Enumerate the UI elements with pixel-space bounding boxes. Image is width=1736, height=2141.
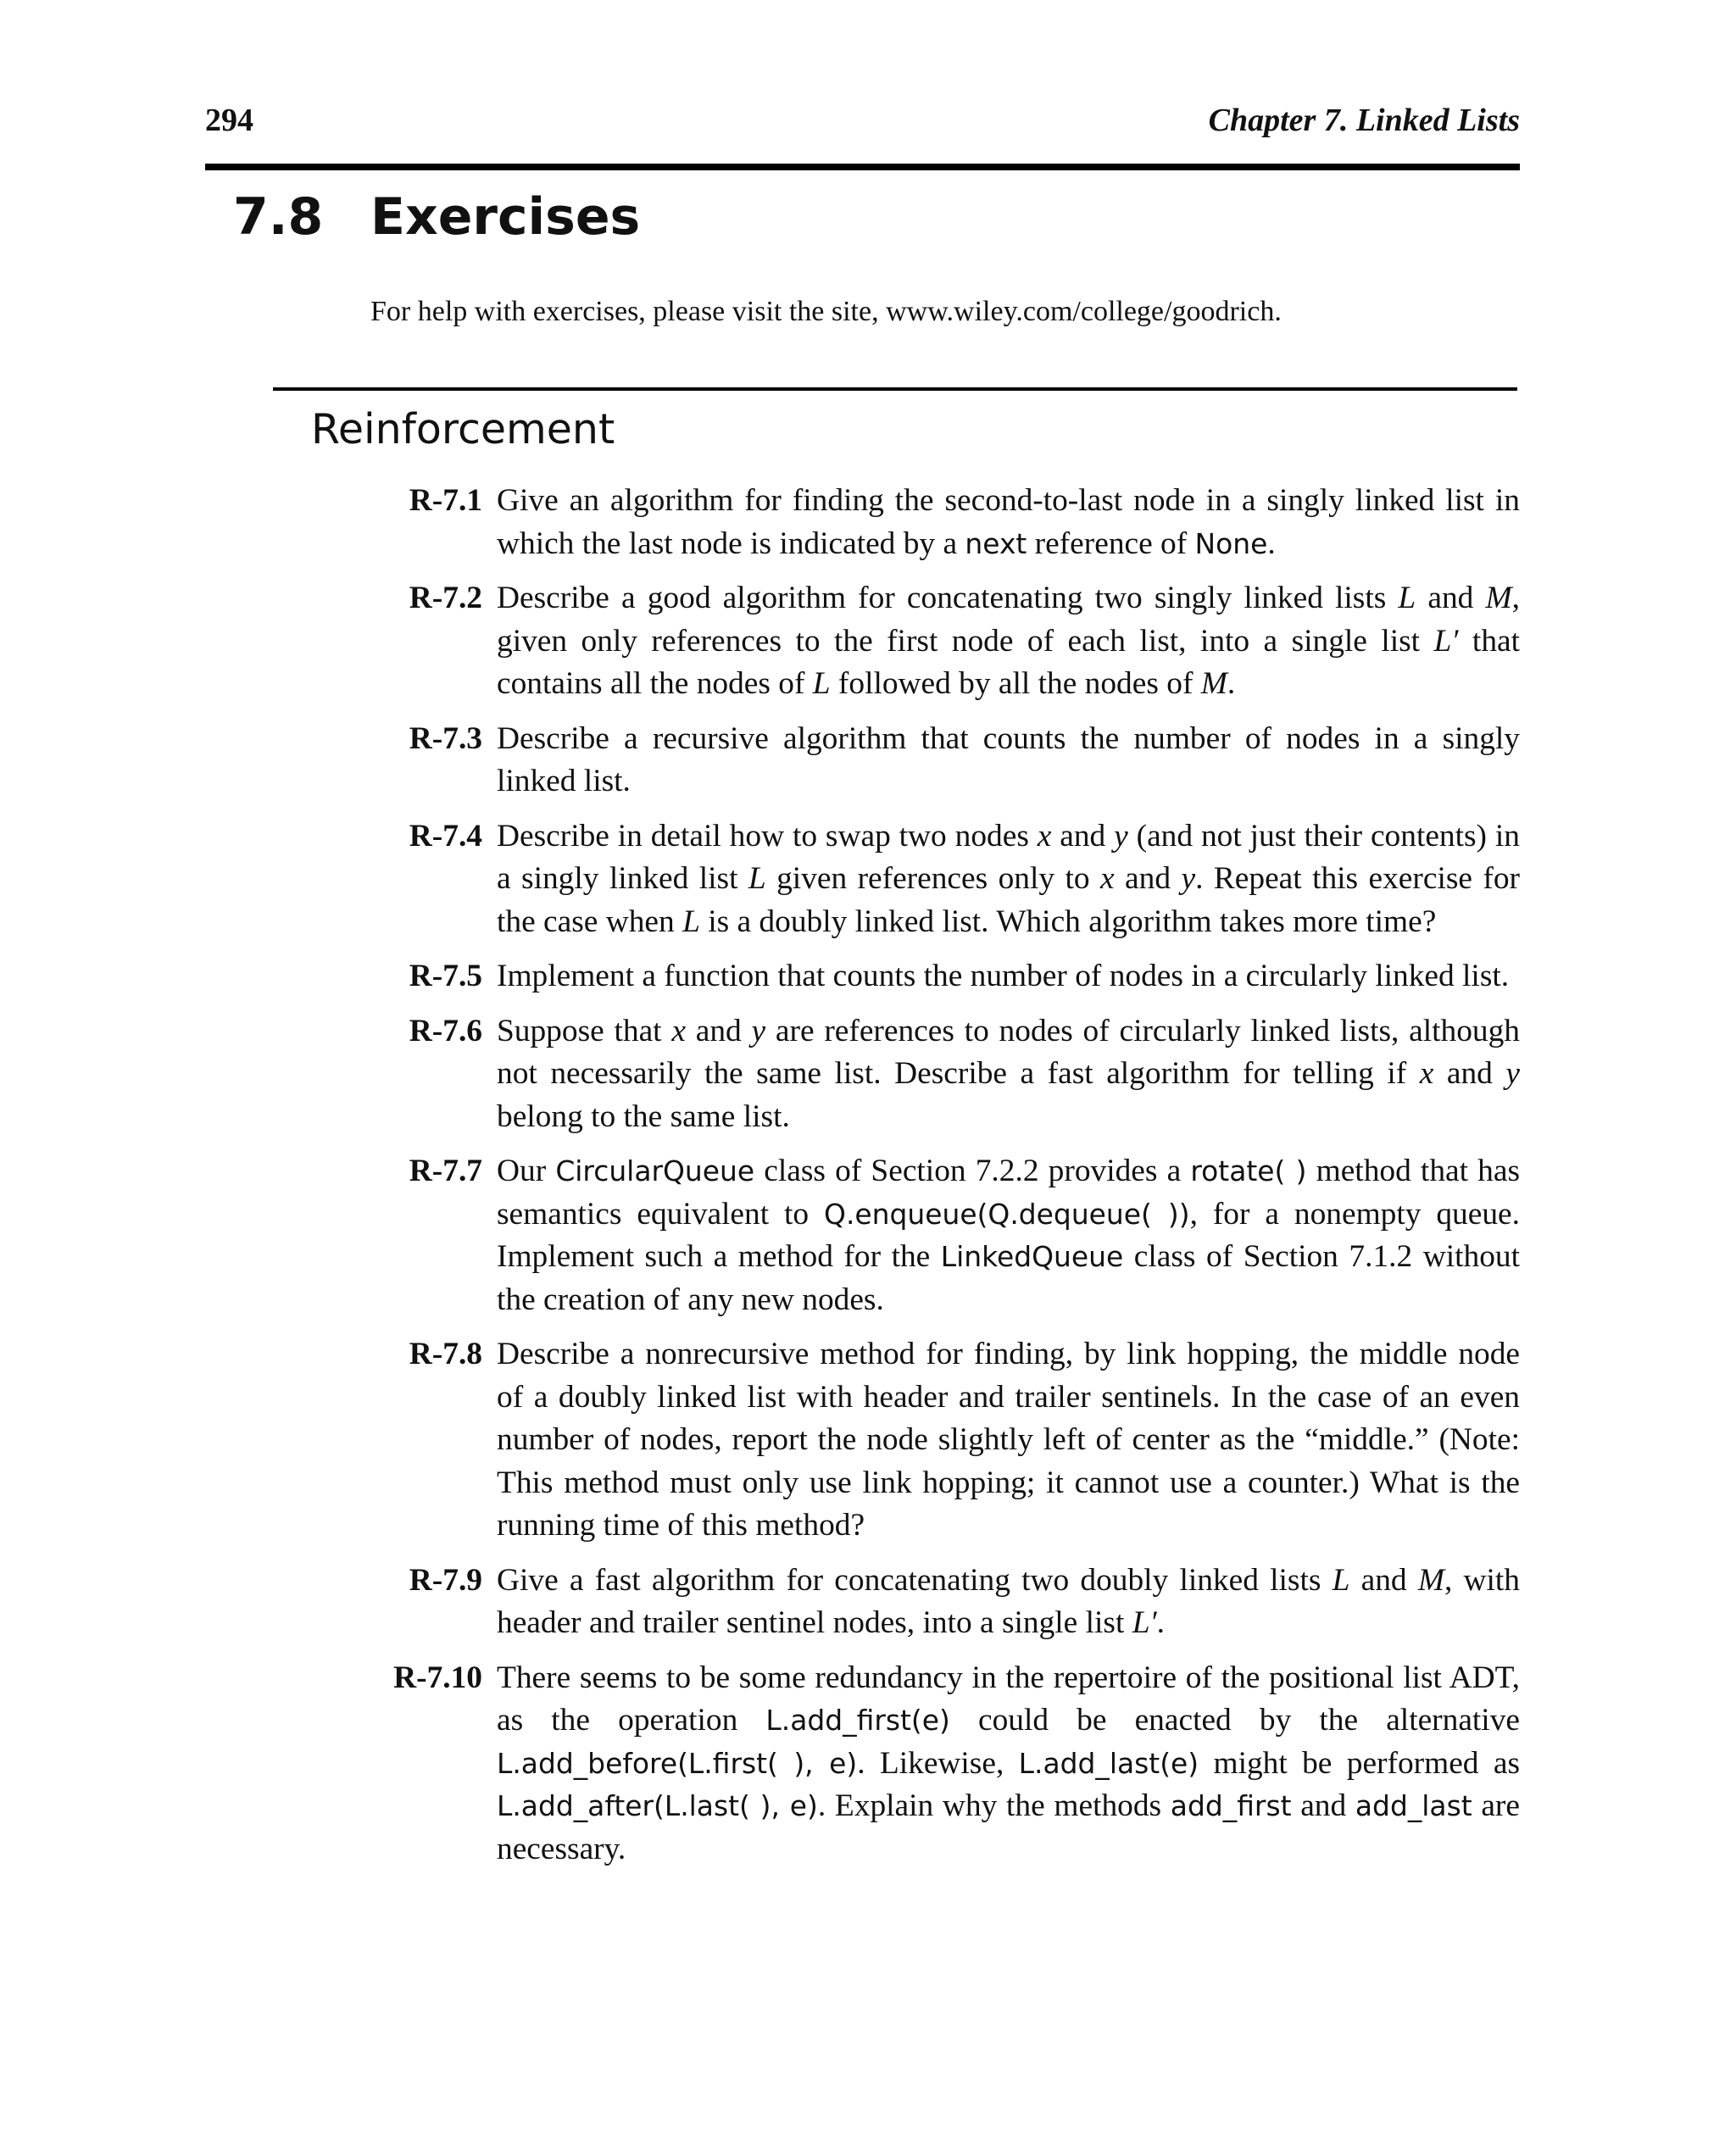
subsection-rule [273, 387, 1517, 391]
exercise-text [497, 955, 1520, 998]
text-run: (and not just their contents) in a singly linked list [497, 818, 1520, 896]
math-symbol: x [1419, 1056, 1434, 1091]
text-run: Describe a nonrecursive method for finding, by link hopping, the middle node of a doubly linked list with header and trailer sentinels. In the case of an even number of nodes, report the node slightly left of center as the “middle.” (Note: This method must only use link hopping; it cannot use a counter.) What is the running time of this method? [497, 1337, 1520, 1543]
text-run: Describe a good algorithm for concatenating two singly linked lists [497, 581, 1399, 615]
exercise-text [497, 480, 1520, 565]
text-run: reference of [1027, 526, 1195, 561]
code-run: CircularQueue [555, 1154, 755, 1187]
text-run: Suppose that [497, 1013, 672, 1048]
text-run: Give an algorithm for finding the second-to-last node in a singly linked list in which the last node is indicated by a [497, 483, 1520, 561]
exercise-item [373, 955, 1520, 998]
math-symbol: y [1114, 818, 1128, 854]
math-symbol: y [1181, 861, 1196, 896]
math-symbol: x [1037, 818, 1052, 854]
text-run: and [1349, 1562, 1418, 1598]
section-number: 7.8 [233, 187, 324, 247]
text-run: and [1051, 818, 1115, 854]
text-run: . Explain why the methods [817, 1788, 1171, 1823]
exercise-label: R-7.5 [409, 959, 482, 993]
exercise-label: R-7.2 [409, 581, 482, 615]
code-run: L.add_before(L.first( ), e) [497, 1746, 858, 1780]
exercise-item [373, 815, 1520, 944]
math-symbol: L [682, 904, 700, 939]
text-run: . [1227, 666, 1236, 701]
subsection-title: Reinforcement [311, 405, 615, 453]
exercise-item [373, 577, 1520, 706]
text-run: Give a fast algorithm for concatenating two doubly linked lists [497, 1562, 1333, 1598]
help-text: For help with exercises, please visit the site, www.wiley.com/college/goodrich. [370, 296, 1282, 327]
exercise-item [373, 1150, 1520, 1321]
text-run: that contains all the nodes of [497, 623, 1520, 701]
text-run: Our [497, 1154, 556, 1188]
text-run: given references only to [765, 861, 1100, 896]
text-run: followed by all the nodes of [830, 666, 1201, 701]
section-title: Exercises [370, 187, 641, 247]
text-run: method that has semantics equivalent to [497, 1154, 1521, 1232]
text-run: . [1267, 526, 1276, 561]
page-number: 294 [205, 103, 253, 138]
header-rule [205, 164, 1520, 170]
exercise-item [373, 1560, 1520, 1645]
exercise-label: R-7.4 [409, 818, 482, 854]
text-run: Implement a function that counts the number of nodes in a circularly linked list. [497, 959, 1510, 993]
exercise-label: R-7.1 [409, 483, 482, 518]
code-run: next [965, 526, 1027, 560]
text-run: class of Section 7.1.2 without the creation of any new nodes. [497, 1239, 1520, 1317]
math-symbol: L′ [1132, 1605, 1157, 1640]
code-run: L.add_last(e) [1018, 1746, 1199, 1780]
text-run: and [1433, 1056, 1506, 1091]
exercise-item [373, 718, 1520, 804]
exercise-label: R-7.3 [409, 720, 482, 756]
exercise-label: R-7.7 [409, 1154, 482, 1188]
exercise-label: R-7.10 [393, 1660, 482, 1695]
math-symbol: M [1417, 1562, 1444, 1598]
exercise-text [497, 1657, 1520, 1871]
code-run: Q.enqueue(Q.dequeue( )) [824, 1197, 1190, 1231]
exercise-text [497, 1010, 1520, 1139]
text-run: There seems to be some redundancy in the repertoire of the positional list ADT, as the operation [497, 1660, 1520, 1738]
exercise-text [497, 1333, 1520, 1548]
math-symbol: L′ [1433, 623, 1459, 659]
text-run: Describe in detail how to swap two nodes [497, 818, 1038, 854]
math-symbol: M [1485, 581, 1512, 615]
math-symbol: y [751, 1013, 766, 1048]
text-run: . Likewise, [857, 1745, 1019, 1781]
text-run: , with header and trailer sentinel nodes, into a single list [497, 1562, 1520, 1640]
code-run: None [1194, 526, 1268, 560]
exercise-label: R-7.6 [409, 1013, 482, 1048]
exercise-item [373, 1010, 1520, 1139]
text-run: is a doubly linked list. Which algorithm takes more time? [699, 904, 1437, 939]
exercise-item [373, 1333, 1520, 1548]
code-run: LinkedQueue [940, 1240, 1124, 1273]
exercise-label: R-7.8 [409, 1337, 482, 1371]
text-run: are necessary. [497, 1788, 1520, 1866]
text-run: are references to nodes of circularly linked lists, although not necessarily the same list. Describe a fast algorithm for telling if [497, 1013, 1520, 1091]
math-symbol: L [1332, 1562, 1350, 1598]
text-run: class of Section 7.2.2 provides a [754, 1154, 1191, 1188]
math-symbol: x [1100, 861, 1115, 896]
exercise-item [373, 480, 1520, 565]
math-symbol: x [671, 1013, 686, 1048]
text-run: . Repeat this exercise for the case when [497, 861, 1521, 939]
math-symbol: L [748, 861, 766, 896]
code-run: L.add_first(e) [765, 1704, 950, 1737]
text-run: might be performed as [1199, 1745, 1520, 1781]
text-run: and [1416, 581, 1486, 615]
exercise-text [497, 1150, 1520, 1321]
text-run: and [685, 1013, 752, 1048]
text-run: , for a nonempty queue. Implement such a method for the [497, 1196, 1520, 1274]
code-run: L.add_after(L.last( ), e) [497, 1789, 818, 1822]
text-run: could be enacted by the alternative [949, 1703, 1520, 1738]
math-symbol: y [1505, 1056, 1520, 1091]
text-run: , given only references to the first node of each list, into a single list [497, 581, 1520, 659]
math-symbol: L [812, 666, 831, 701]
exercise-text [497, 718, 1520, 804]
exercise-label: R-7.9 [409, 1562, 482, 1598]
exercise-text [497, 815, 1520, 944]
running-header [205, 98, 1520, 142]
exercise-item [373, 1657, 1520, 1871]
exercise-list [373, 480, 1520, 1882]
math-symbol: L [1398, 581, 1416, 615]
code-run: add_first [1170, 1789, 1292, 1822]
chapter-title: Chapter 7. Linked Lists [1208, 103, 1520, 138]
text-run: and [1291, 1788, 1355, 1823]
code-run: rotate( ) [1190, 1154, 1307, 1187]
code-run: add_last [1355, 1789, 1472, 1822]
math-symbol: M [1200, 666, 1227, 701]
exercise-text [497, 1560, 1520, 1645]
text-run: Describe a recursive algorithm that counts the number of nodes in a singly linked list. [497, 720, 1520, 798]
text-run: . [1156, 1605, 1166, 1640]
section-heading [233, 181, 640, 253]
text-run: and [1114, 861, 1182, 896]
text-run: belong to the same list. [497, 1098, 790, 1134]
exercise-text [497, 577, 1520, 706]
